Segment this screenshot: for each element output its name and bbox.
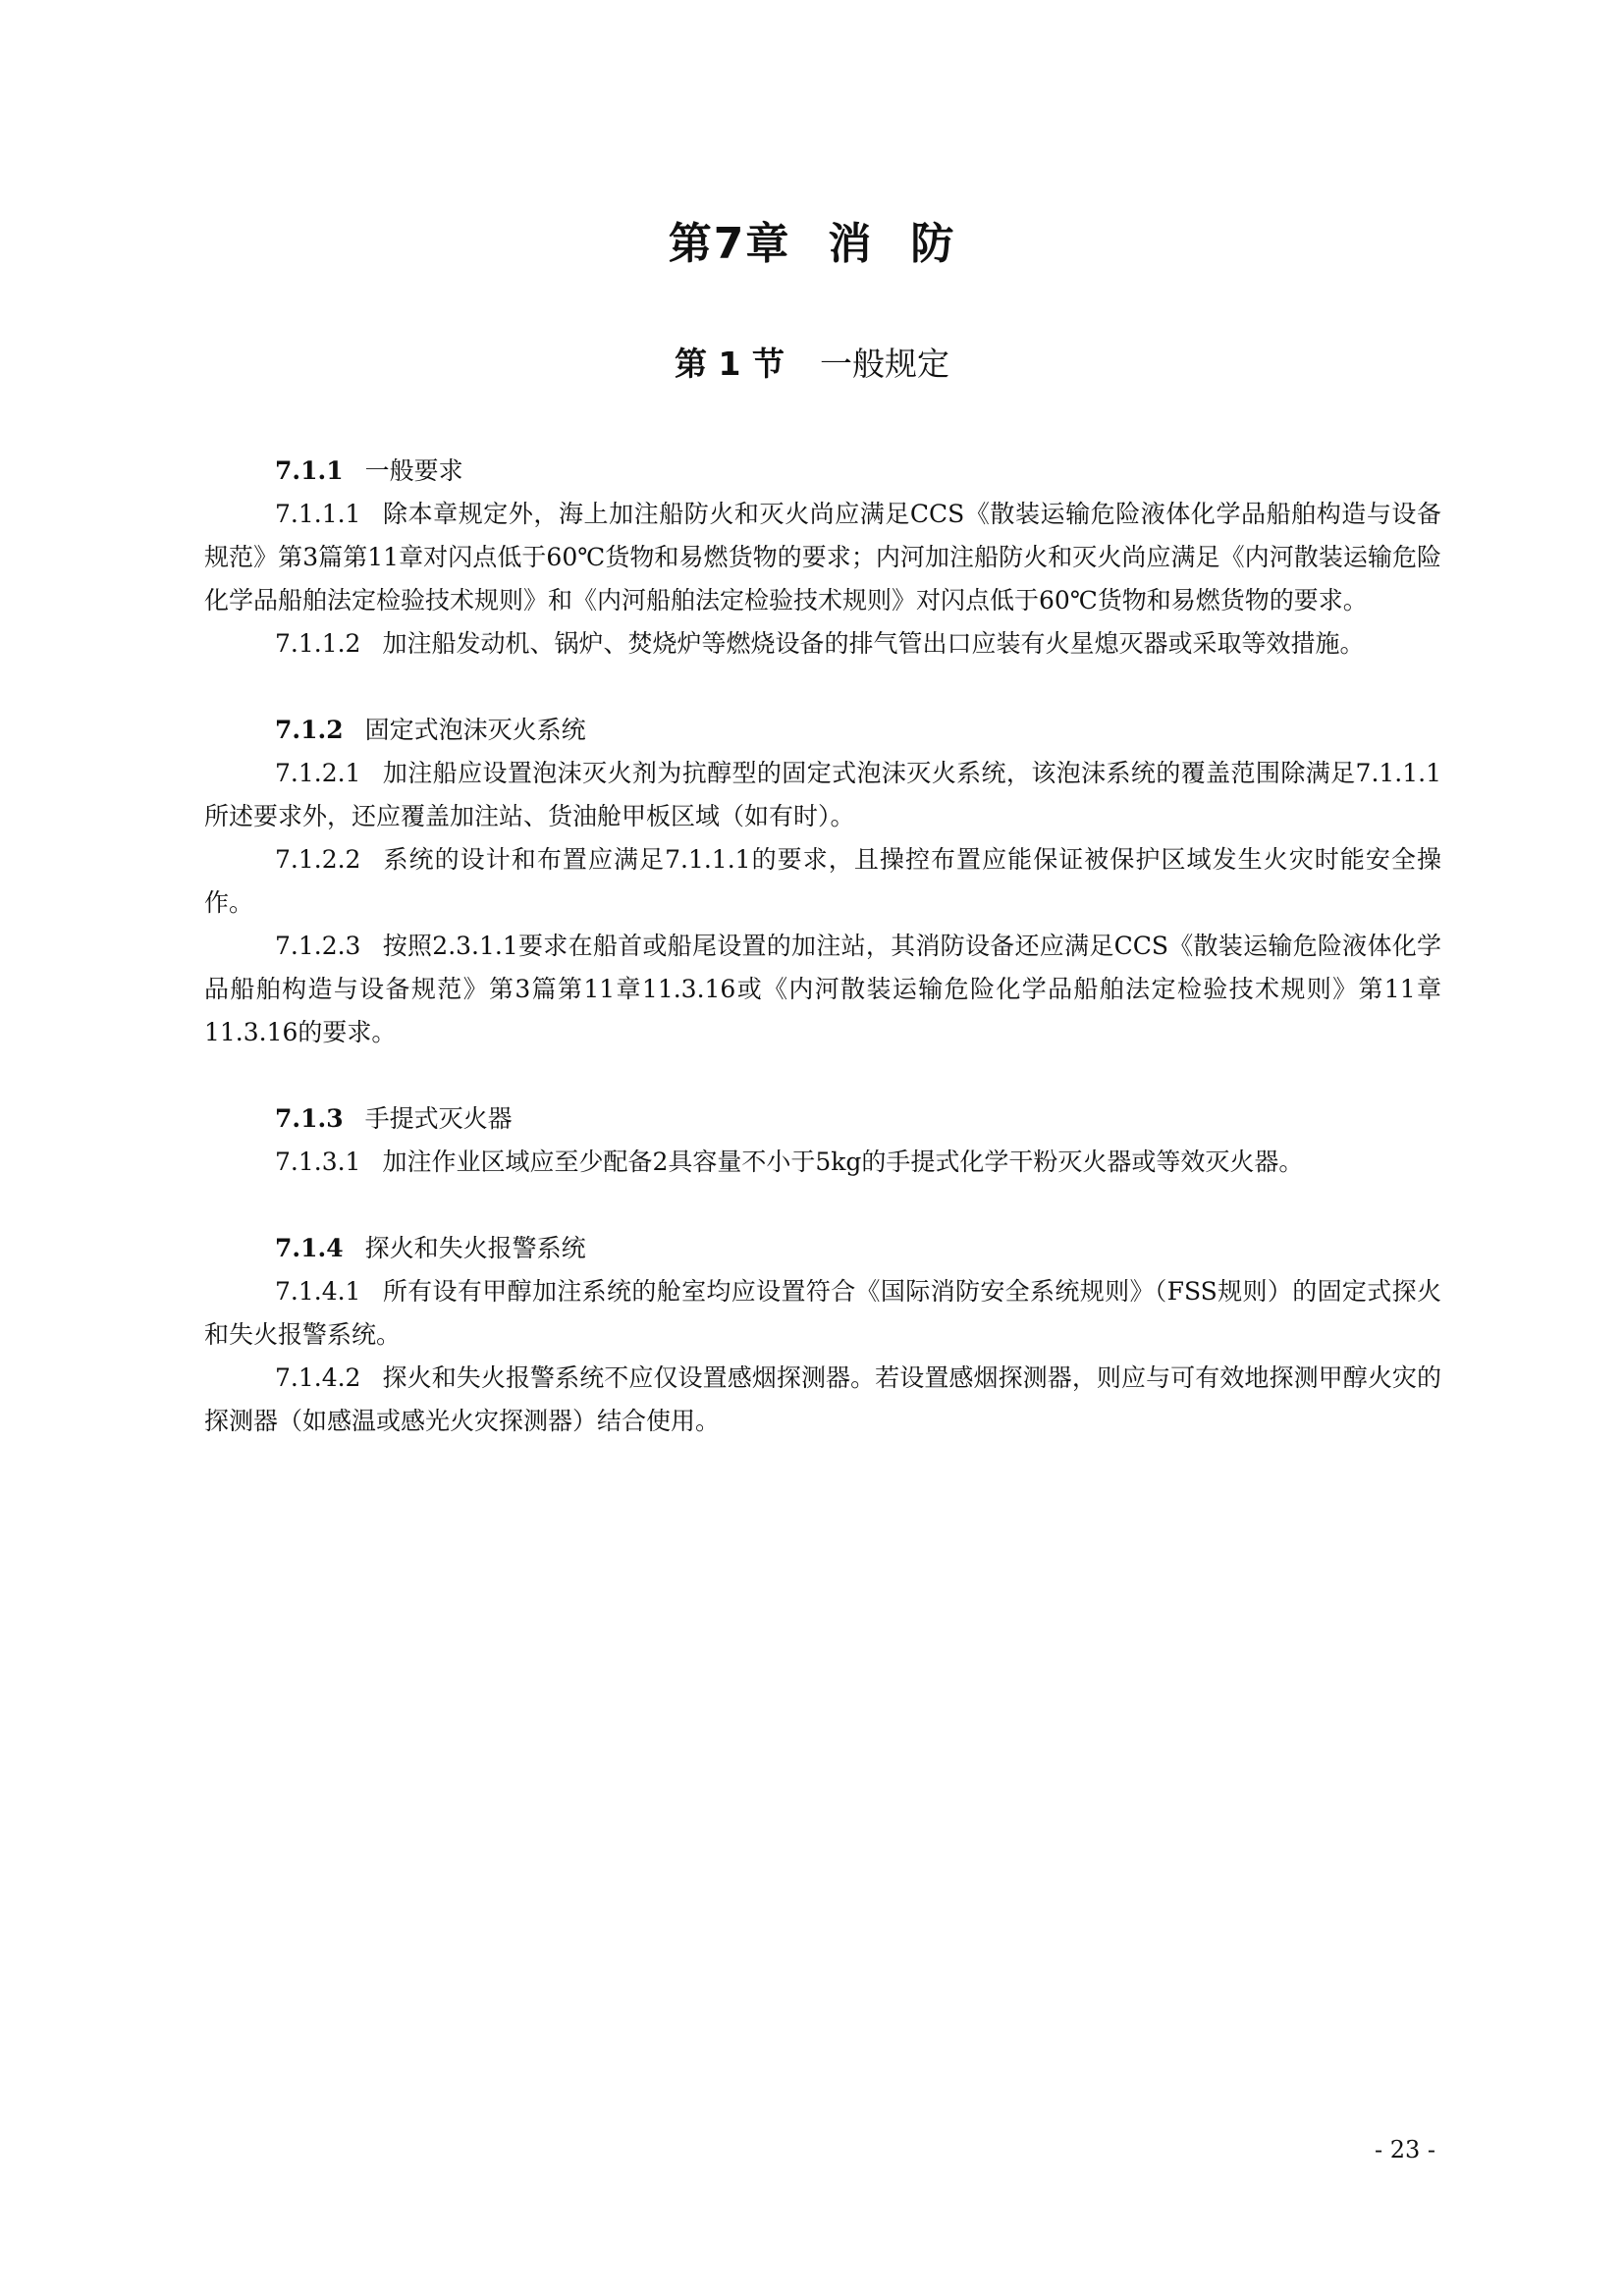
clause-number: 7.1.4 [275,1234,344,1262]
clause-number: 7.1.1 [275,456,344,485]
paragraph-number: 7.1.3.1 [275,1148,361,1176]
chapter-title-char-2: 防 [910,219,956,269]
page-number: - 23 - [1374,2136,1435,2163]
chapter-title-char-1: 消 [828,219,874,269]
paragraph-number: 7.1.1.1 [275,500,361,528]
clause-heading [204,1097,1441,1141]
clause-paragraph [204,1141,1441,1184]
clause-title: 手提式灭火器 [364,1104,513,1133]
chapter-suffix: 章 [745,219,791,269]
paragraph-text: 探火和失火报警系统不应仅设置感烟探测器。若设置感烟探测器，则应与可有效地探测甲醇火灾的探测器（如感温或感光火灾探测器）结合使用。 [204,1363,1441,1435]
paragraph-text: 加注作业区域应至少配备2具容量不小于5kg的手提式化学干粉灭火器或等效灭火器。 [382,1148,1304,1176]
paragraph-number: 7.1.4.2 [275,1363,361,1392]
section-prefix: 第 [675,345,708,383]
chapter-number: 7 [713,219,746,269]
section-suffix: 节 [751,345,785,383]
paragraph-number: 7.1.1.2 [275,629,361,658]
clause-paragraph [204,838,1441,925]
paragraph-text: 按照2.3.1.1要求在船首或船尾设置的加注站，其消防设备还应满足CCS《散装运输危险液体化学品船舶构造与设备规范》第3篇第11章11.3.16或《内河散装运输危险化学品船舶法定检验技术规则》第11章11.3.16的要求。 [204,932,1441,1046]
paragraph-text: 所有设有甲醇加注系统的舱室均应设置符合《国际消防安全系统规则》（FSS规则）的固定式探火和失火报警系统。 [204,1277,1441,1349]
paragraph-number: 7.1.2.3 [275,932,361,960]
clause-heading [204,1227,1441,1270]
clause-heading [204,709,1441,752]
chapter-prefix: 第 [668,219,714,269]
clause-title: 探火和失火报警系统 [364,1234,586,1262]
document-body [204,450,1441,1443]
clause-paragraph [204,925,1441,1054]
clause-paragraph [204,622,1441,666]
clause-paragraph [204,1270,1441,1357]
clause-paragraph [204,1357,1441,1443]
paragraph-text: 除本章规定外，海上加注船防火和灭火尚应满足CCS《散装运输危险液体化学品船舶构造与设备规范》第3篇第11章对闪点低于60℃货物和易燃货物的要求；内河加注船防火和灭火尚应满足《内河散装运输危险化学品船舶法定检验技术规则》和《内河船舶法定检验技术规则》对闪点低于60℃货物和易燃货物的要求。 [204,500,1441,614]
paragraph-text: 加注船发动机、锅炉、焚烧炉等燃烧设备的排气管出口应装有火星熄灭器或采取等效措施。 [382,629,1365,658]
clause-number: 7.1.2 [275,716,344,744]
clause-title: 一般要求 [364,456,463,485]
clause-number: 7.1.3 [275,1104,344,1133]
paragraph-number: 7.1.2.2 [275,845,361,874]
chapter-title [0,208,1624,271]
paragraph-text: 加注船应设置泡沫灭火剂为抗醇型的固定式泡沫灭火系统，该泡沫系统的覆盖范围除满足7.1.1.1所述要求外，还应覆盖加注站、货油舱甲板区域（如有时）。 [204,759,1441,830]
section-title-text: 一般规定 [819,345,949,383]
section-title [0,339,1624,385]
clause-title: 固定式泡沫灭火系统 [364,716,586,744]
paragraph-number: 7.1.2.1 [275,759,361,787]
section-number: 1 [718,345,741,383]
paragraph-text: 系统的设计和布置应满足7.1.1.1的要求，且操控布置应能保证被保护区域发生火灾时能安全操作。 [204,845,1441,917]
clause-heading [204,450,1441,493]
clause-paragraph [204,752,1441,838]
clause-paragraph [204,493,1441,622]
paragraph-number: 7.1.4.1 [275,1277,361,1306]
